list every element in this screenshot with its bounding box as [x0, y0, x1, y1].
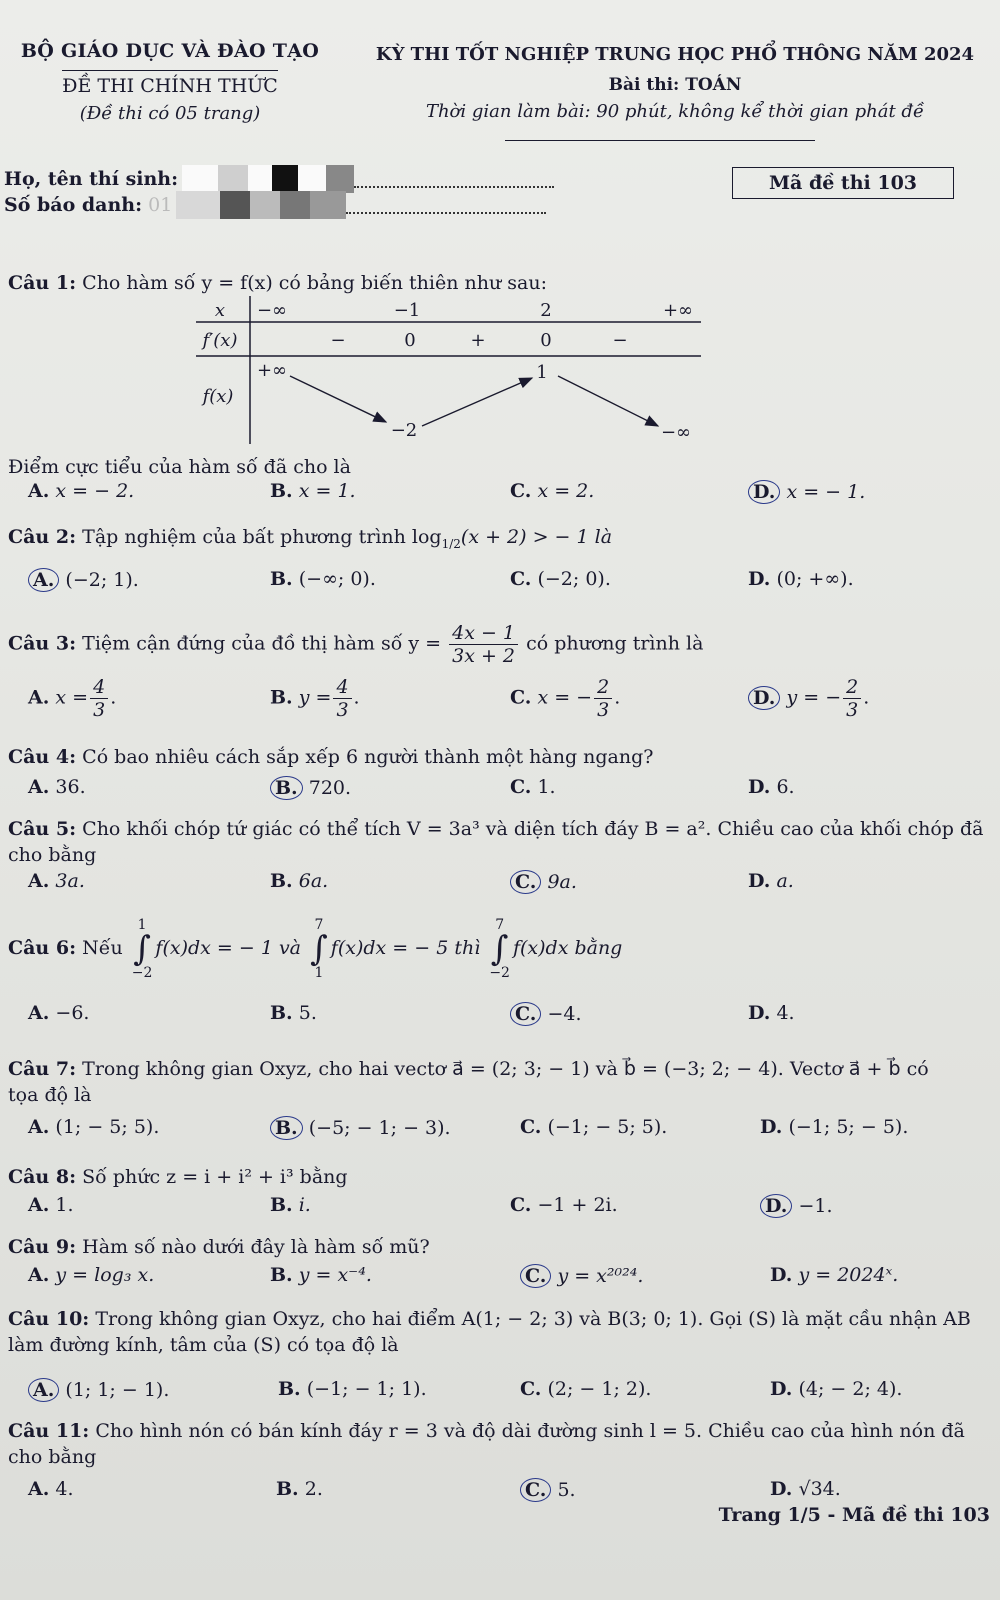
option-a[interactable]: A. y = log₃ x.	[28, 1264, 155, 1286]
candidate-info	[4, 166, 554, 218]
handwritten-mark: C.	[510, 870, 541, 894]
handwritten-mark: D.	[748, 686, 780, 710]
handwritten-mark: C.	[520, 1478, 551, 1502]
option-d[interactable]: D. y = 2024ˣ.	[770, 1264, 899, 1286]
option-a[interactable]: A. (1; 1; − 1).	[28, 1378, 169, 1402]
integral: 7 ∫ −2	[489, 917, 510, 981]
vt-arrow-up	[422, 378, 532, 426]
option-b[interactable]: B. (−5; − 1; − 3).	[270, 1116, 451, 1140]
option-b[interactable]: B. 6a.	[270, 870, 329, 892]
option-b[interactable]: B. (−∞; 0).	[270, 568, 376, 590]
vt-sign: 0	[404, 330, 416, 351]
redacted-id	[176, 191, 346, 219]
question-7: Câu 7: Trong không gian Oxyz, cho hai vectơ a⃗ = (2; 3; − 1) và b⃗ = (−3; 2; − 4). Vectơ a⃗ + b⃗ có tọa độ là	[8, 1058, 929, 1106]
ministry-name: BỘ GIÁO DỤC VÀ ĐÀO TẠO	[20, 40, 320, 62]
vt-x-label: x	[214, 300, 226, 321]
option-d[interactable]: D. (0; +∞).	[748, 568, 854, 590]
option-d[interactable]: D. a.	[748, 870, 794, 892]
variation-table	[196, 296, 716, 446]
options-q8	[0, 1194, 1000, 1222]
options-q9	[0, 1264, 1000, 1292]
option-b[interactable]: B. x = 1.	[270, 480, 356, 502]
vt-f-val: −2	[390, 420, 418, 441]
vt-sign: −	[330, 330, 346, 351]
question-2: Câu 2: Tập nghiệm của bất phương trình $\log_{1/2}(x + 2)$ > − 1 là	[8, 526, 613, 551]
option-b[interactable]: B. 720.	[270, 776, 351, 800]
header-divider	[505, 140, 815, 141]
question-stem: Cho hàm số y = f(x) có bảng biến thiên như sau:	[82, 272, 547, 294]
option-d[interactable]: D. (4; − 2; 4).	[770, 1378, 903, 1400]
handwritten-mark: D.	[748, 480, 780, 504]
handwritten-mark: C.	[510, 1002, 541, 1026]
option-a[interactable]: A. −6.	[28, 1002, 90, 1024]
vt-f-label: f(x)	[202, 386, 234, 407]
page-footer: Trang 1/5 - Mã đề thi 103	[718, 1504, 990, 1526]
option-a[interactable]: A. (1; − 5; 5).	[28, 1116, 160, 1138]
handwritten-mark: C.	[520, 1264, 551, 1288]
options-q3	[0, 676, 1000, 728]
option-c[interactable]: C. (2; − 1; 2).	[520, 1378, 652, 1400]
vt-f-val: −∞	[660, 422, 692, 443]
vt-sign: 0	[540, 330, 552, 351]
option-c[interactable]: C. y = x²⁰²⁴.	[520, 1264, 643, 1288]
options-q4	[0, 776, 1000, 804]
option-a[interactable]: A. 1.	[28, 1194, 74, 1216]
question-1-prompt: Điểm cực tiểu của hàm số đã cho là	[8, 456, 351, 478]
id-partial: 01	[148, 194, 173, 216]
option-d[interactable]: D. √34.	[770, 1478, 841, 1500]
options-q10	[0, 1378, 1000, 1406]
option-b[interactable]: B. y = x⁻⁴.	[270, 1264, 372, 1286]
option-a[interactable]: A. 36.	[28, 776, 86, 798]
vt-fp-label: f′(x)	[202, 330, 238, 351]
option-c[interactable]: C. 1.	[510, 776, 556, 798]
option-c[interactable]: C. 9a.	[510, 870, 577, 894]
name-label: Họ, tên thí sinh:	[4, 168, 179, 190]
vt-arrow-down	[558, 376, 658, 426]
vt-x-val: −1	[393, 300, 421, 321]
option-b[interactable]: B. y = $\frac{4}{3}$ .	[270, 676, 360, 721]
options-q11	[0, 1478, 1000, 1506]
option-d[interactable]: D. x = − 1.	[748, 480, 865, 504]
vt-sign: +	[470, 330, 486, 351]
vt-arrow-down	[290, 376, 386, 422]
option-a[interactable]: A. (−2; 1).	[28, 568, 139, 592]
header-left	[10, 40, 330, 124]
question-5: Câu 5: Cho khối chóp tứ giác có thể tích V = 3a³ và diện tích đáy B = a². Chiều cao của khối chóp đã cho bằng	[8, 818, 984, 866]
handwritten-mark: A.	[28, 568, 59, 592]
fraction: $\frac{4x - 1}{3x + 2}$	[449, 622, 518, 667]
option-a[interactable]: A. x = − 2.	[28, 480, 135, 502]
handwritten-mark: A.	[28, 1378, 59, 1402]
question-10: Câu 10: Trong không gian Oxyz, cho hai điểm A(1; − 2; 3) và B(3; 0; 1). Gọi (S) là mặt cầu nhận AB làm đường kính, tâm của (S) có tọa độ là	[8, 1308, 971, 1356]
option-c[interactable]: C. −4.	[510, 1002, 582, 1026]
id-label: Số báo danh:	[4, 194, 143, 216]
question-8: Câu 8: Số phức z = i + i² + i³ bằng	[8, 1166, 348, 1188]
exam-code-box: Mã đề thi 103	[732, 167, 954, 199]
vt-sign: −	[612, 330, 628, 351]
option-d[interactable]: D. 6.	[748, 776, 795, 798]
vt-x-val: −∞	[256, 300, 288, 321]
options-q2	[0, 568, 1000, 596]
handwritten-mark: B.	[270, 776, 303, 800]
integral: 7 ∫ 1	[310, 917, 328, 981]
vt-f-val: +∞	[256, 360, 288, 381]
option-c[interactable]: C. 5.	[520, 1478, 576, 1502]
question-6: Câu 6: Nếu 1 ∫ −2 f(x)dx = − 1 và 7 ∫ 1 f(x)dx = − 5 thì 7 ∫ −2 f(x)dx bằng	[8, 917, 623, 981]
options-q5	[0, 870, 1000, 898]
question-3: Câu 3: Tiệm cận đứng của đồ thị hàm số y = $\frac{4x - 1}{3x + 2}$ có phương trình là	[8, 622, 704, 667]
question-number: Câu 1:	[8, 272, 77, 294]
options-q1	[0, 480, 1000, 508]
option-c[interactable]: C. x = − $\frac{2}{3}$ .	[510, 676, 621, 721]
exam-title: KỲ THI TỐT NGHIỆP TRUNG HỌC PHỔ THÔNG NĂM 2024	[375, 44, 975, 65]
redacted-name	[182, 165, 354, 193]
integral: 1 ∫ −2	[131, 917, 153, 981]
option-a[interactable]: A. 3a.	[28, 870, 85, 892]
handwritten-mark: B.	[270, 1116, 303, 1140]
option-d[interactable]: D. −1.	[760, 1194, 833, 1218]
question-1	[8, 270, 547, 296]
options-q7	[0, 1116, 1000, 1144]
question-4: Câu 4: Có bao nhiêu cách sắp xếp 6 người thành một hàng ngang?	[8, 746, 654, 768]
option-c[interactable]: C. x = 2.	[510, 480, 595, 502]
id-dotted-line	[346, 196, 546, 214]
question-9: Câu 9: Hàm số nào dưới đây là hàm số mũ?	[8, 1236, 430, 1258]
option-b[interactable]: B. i.	[270, 1194, 311, 1216]
option-a[interactable]: A. 4.	[28, 1478, 74, 1500]
options-q6	[0, 1002, 1000, 1030]
option-b[interactable]: B. 5.	[270, 1002, 317, 1024]
official-label: ĐỀ THI CHÍNH THỨC	[62, 70, 278, 97]
option-b[interactable]: B. 2.	[276, 1478, 323, 1500]
handwritten-mark: D.	[760, 1194, 792, 1218]
vt-x-val: +∞	[662, 300, 694, 321]
question-11: Câu 11: Cho hình nón có bán kính đáy r = 3 và độ dài đường sinh l = 5. Chiều cao của hình nón đã cho bằng	[8, 1420, 965, 1468]
page-count: (Đề thi có 05 trang)	[79, 103, 261, 124]
time-limit: Thời gian làm bài: 90 phút, không kể thời gian phát đề	[425, 101, 925, 122]
option-a[interactable]: A. x = $\frac{4}{3}$ .	[28, 676, 117, 721]
header-right	[370, 44, 980, 122]
option-d[interactable]: D. (−1; 5; − 5).	[760, 1116, 909, 1138]
option-d[interactable]: D. 4.	[748, 1002, 795, 1024]
subject: Bài thi: TOÁN	[608, 75, 742, 95]
option-d[interactable]: D. y = − $\frac{2}{3}$ .	[748, 676, 869, 721]
vt-x-val: 2	[540, 300, 552, 321]
name-dotted-line	[354, 170, 554, 188]
option-c[interactable]: C. −1 + 2i.	[510, 1194, 618, 1216]
vt-f-val: 1	[536, 362, 548, 383]
option-c[interactable]: C. (−2; 0).	[510, 568, 611, 590]
option-b[interactable]: B. (−1; − 1; 1).	[278, 1378, 427, 1400]
option-c[interactable]: C. (−1; − 5; 5).	[520, 1116, 668, 1138]
